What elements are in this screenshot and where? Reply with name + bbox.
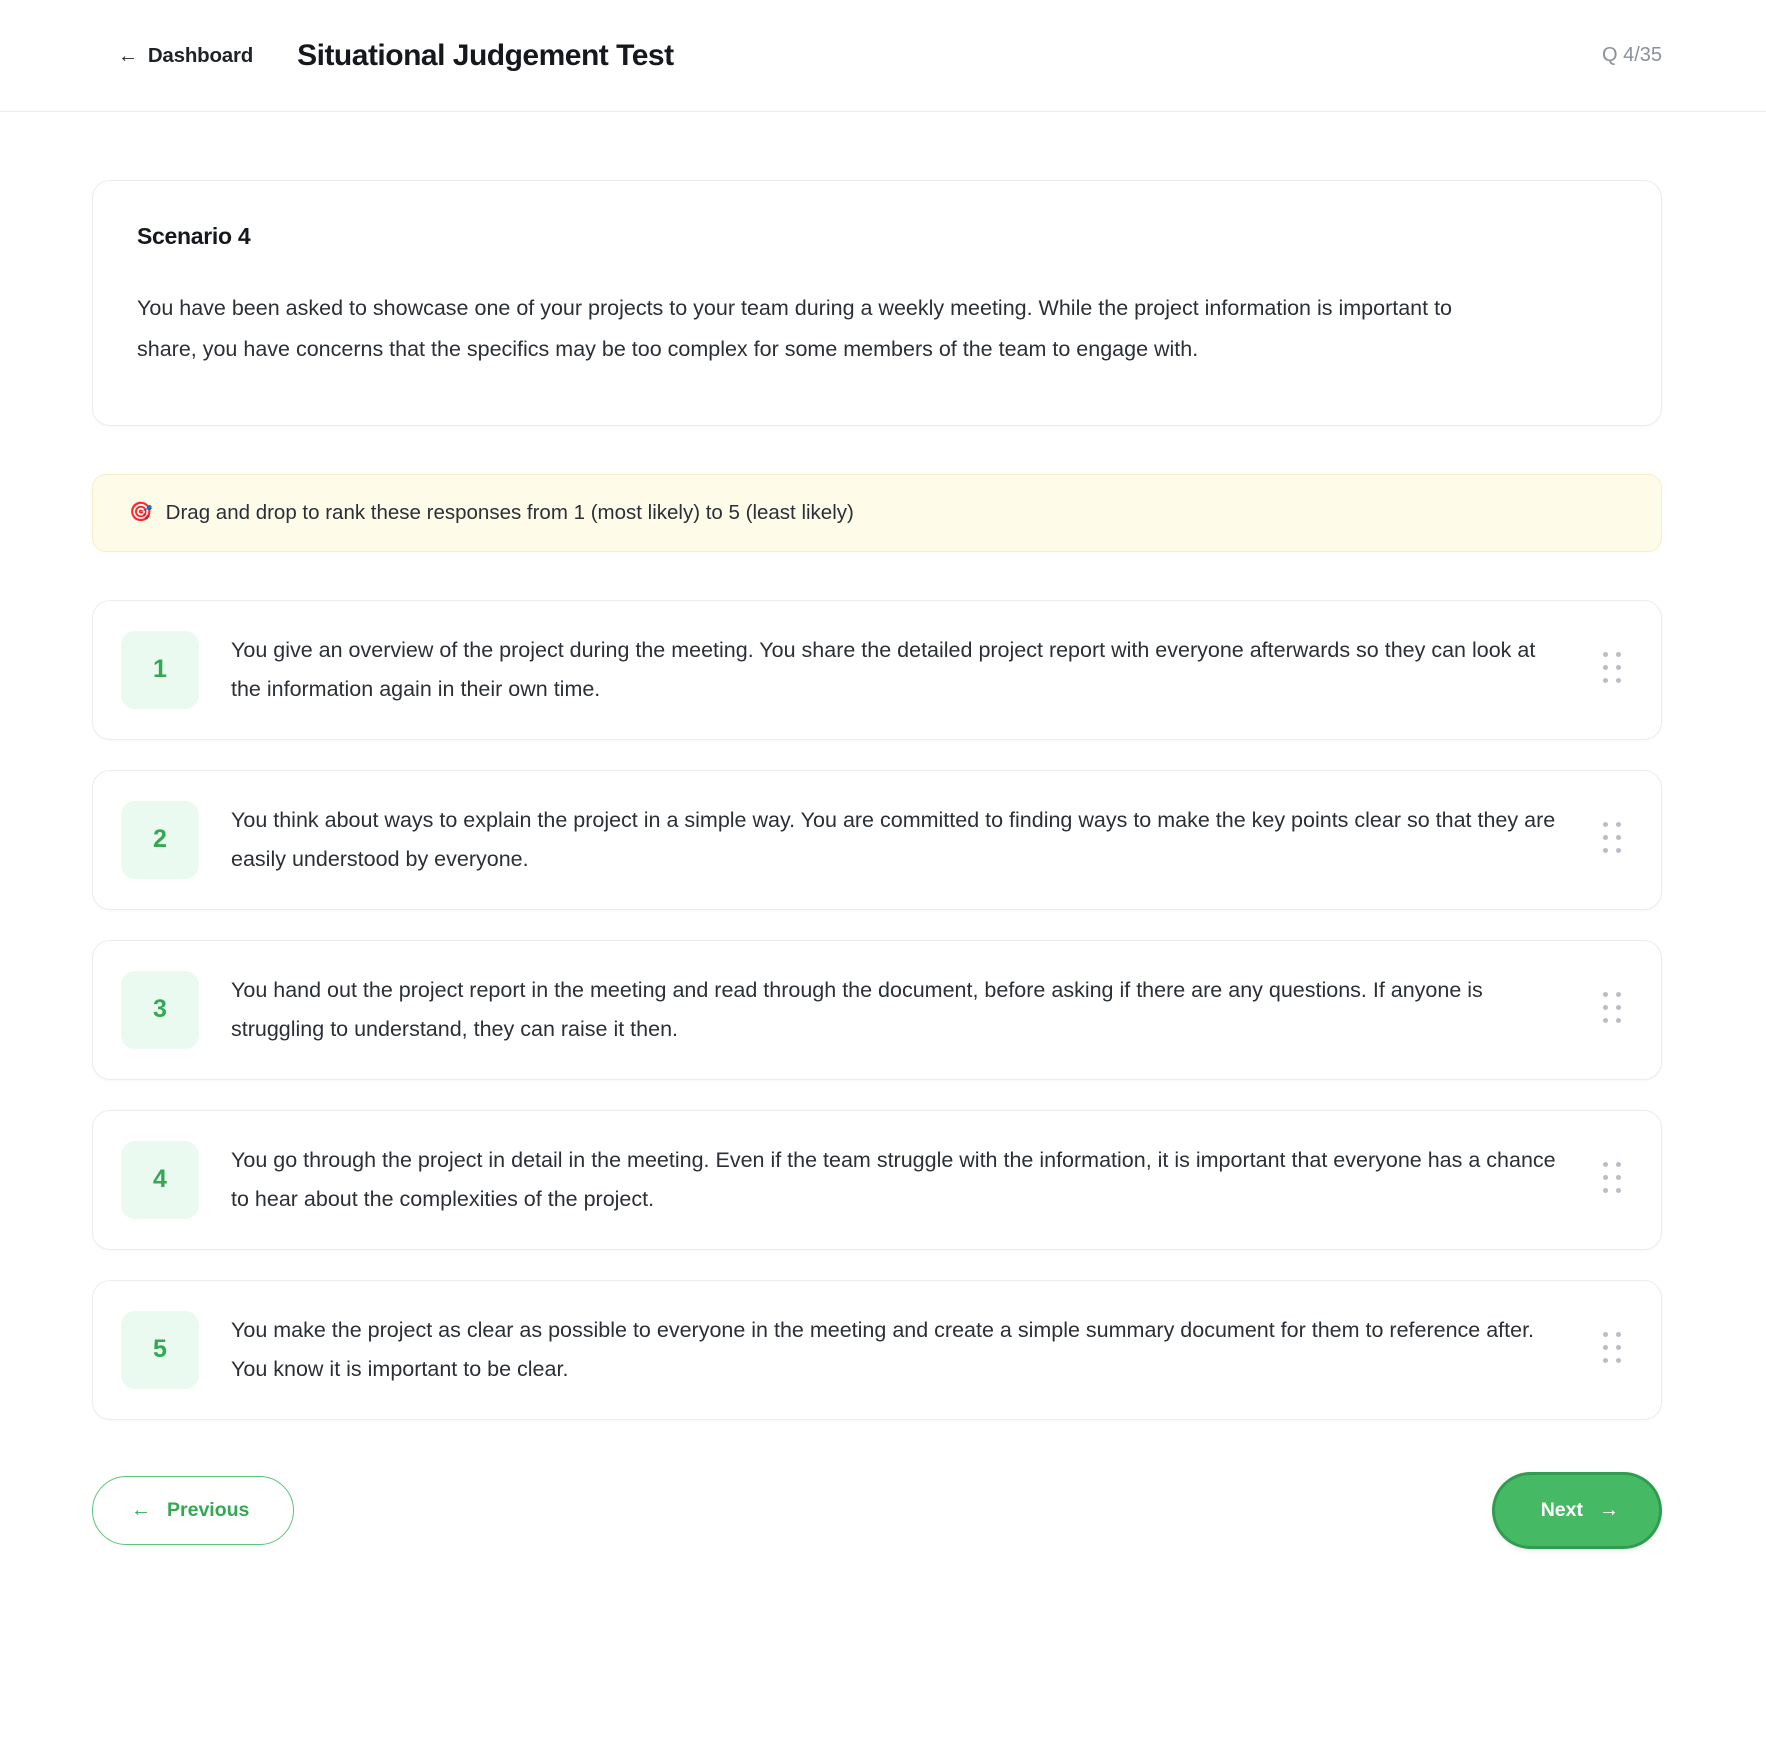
rank-badge: 4 [121,1141,199,1219]
response-text: You think about ways to explain the project in a simple way. You are committed to finding ways to make the key points clear so that they are easily understood by everyone. [231,808,1556,871]
drag-handle-icon[interactable] [1601,652,1627,687]
question-counter: Q 4/35 [1601,44,1662,66]
back-to-dashboard-label: Dashboard [147,43,254,67]
arrow-right-icon: → [1599,1499,1619,1522]
rank-badge: 1 [121,631,199,709]
app-header [0,0,1766,112]
scenario-body: You have been asked to showcase one of your projects to your team during a weekly meeting. While the project information is important to share, you have concerns that the specifics may be too complex for some members of the team to engage with. [137,296,1453,362]
drag-handle-icon[interactable] [1601,822,1627,857]
response-text: You hand out the project report in the meeting and read through the document, before asking if there are any questions. If anyone is struggling to understand, they can raise it then. [231,978,1483,1041]
navigation-row [92,1472,1662,1609]
rank-badge: 3 [121,971,199,1049]
rank-badge: 5 [121,1311,199,1389]
arrow-left-icon: ← [131,1499,151,1522]
list-item[interactable] [92,940,1662,1080]
back-to-dashboard-link[interactable] [118,44,253,68]
ranking-list [92,600,1662,1420]
rank-badge: 2 [121,801,199,879]
list-item[interactable] [92,1280,1662,1420]
drag-handle-icon[interactable] [1601,1162,1627,1197]
target-icon: 🎯 [129,502,153,524]
drag-handle-icon[interactable] [1601,992,1627,1027]
list-item[interactable] [92,1110,1662,1250]
main-content [0,112,1766,1609]
next-button[interactable] [1492,1472,1662,1549]
previous-button-label: Previous [167,1498,250,1521]
list-item[interactable] [92,770,1662,910]
instruction-banner [92,474,1662,552]
drag-handle-icon[interactable] [1601,1332,1627,1367]
page-title: Situational Judgement Test [297,38,674,72]
list-item[interactable] [92,600,1662,740]
response-text: You give an overview of the project during the meeting. You share the detailed project report with everyone afterwards so they can look at the information again in their own time. [231,638,1536,701]
scenario-card [92,180,1662,426]
arrow-left-icon: ← [118,44,138,67]
response-text: You make the project as clear as possible to everyone in the meeting and create a simple summary document for them to reference after. You know it is important to be clear. [231,1318,1535,1381]
response-text: You go through the project in detail in the meeting. Even if the team struggle with the information, it is important that everyone has a chance to hear about the complexities of the project. [231,1148,1556,1211]
previous-button[interactable] [92,1476,294,1545]
next-button-label: Next [1540,1498,1583,1521]
instruction-text: Drag and drop to rank these responses from 1 (most likely) to 5 (least likely) [165,500,854,524]
scenario-title: Scenario 4 [137,223,251,249]
